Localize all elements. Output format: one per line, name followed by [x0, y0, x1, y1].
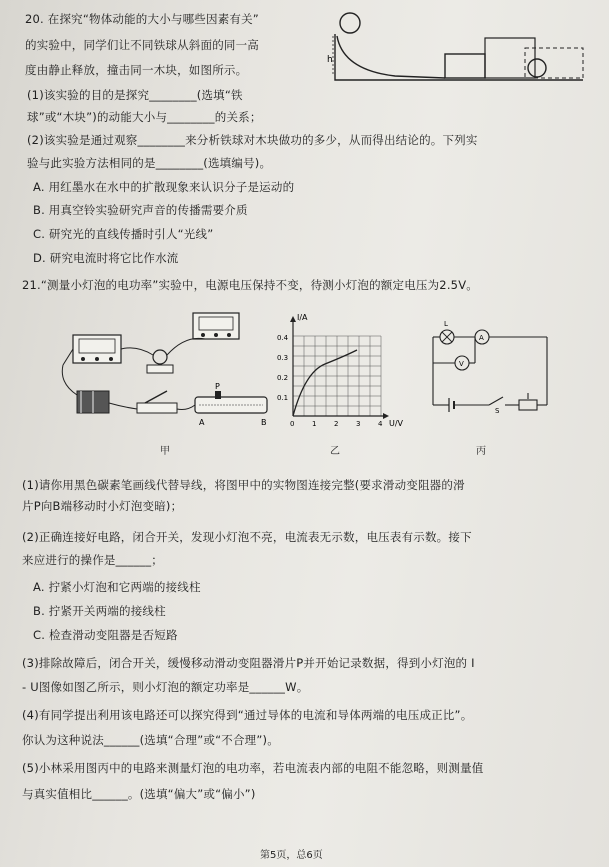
q20-line-2: 的实验中，同学们让不同铁球从斜面的同一高: [25, 38, 259, 52]
q21-option-a: A. 拧紧小灯泡和它两端的接线柱: [33, 580, 201, 594]
q21-option-c: C. 检查滑动变阻器是否短路: [33, 628, 178, 642]
q21-line-4: 来应进行的操作是______；: [22, 553, 163, 567]
q20-line-1: 20. 在探究“物体动能的大小与哪些因素有关”: [25, 12, 259, 26]
end-label-a: A: [199, 418, 205, 427]
q21-line-6: - U图像如图乙所示，则小灯泡的额定功率是______W。: [22, 680, 309, 694]
figure-jia-physical-circuit: [55, 305, 280, 435]
q21-line-2: 片P向B端移动时小灯泡变暗)；: [22, 499, 183, 513]
switch-label: S: [495, 407, 500, 415]
y-axis-label: I/A: [297, 313, 308, 322]
figure-yi-iu-graph: [275, 310, 415, 428]
q21-line-8: 你认为这种说法______(选填“合理”或“不合理”)。: [22, 733, 279, 747]
caption-yi: 乙: [330, 446, 340, 457]
x-tick-2: 2: [334, 420, 339, 428]
lamp-label: L: [444, 320, 448, 328]
q21-line-7: (4)有同学提出利用该电路还可以探究得到“通过导体的电流和导体两端的电压成正比”。: [22, 708, 473, 722]
ramp-figure: [325, 10, 590, 88]
page-footer: 第5页，总6页: [260, 850, 323, 861]
q20-line-7: 验与此实验方法相同的是________(选填编号)。: [27, 156, 272, 170]
caption-jia: 甲: [160, 446, 170, 457]
slider-label-p: P: [215, 382, 220, 391]
voltmeter-label: V: [459, 360, 464, 368]
q20-line-5: 球”或“木块”)的动能大小与________的关系；: [27, 110, 262, 124]
q21-intro: 21.“测量小灯泡的电功率”实验中，电源电压保持不变，待测小灯泡的额定电压为2.5V。: [22, 278, 478, 292]
q21-line-3: (2)正确连接好电路，闭合开关，发现小灯泡不亮，电流表无示数，电压表有示数。接下: [22, 530, 472, 544]
q21-line-5: (3)排除故障后，闭合开关，缓慢移动滑动变阻器滑片P并开始记录数据，得到小灯泡的 I: [22, 656, 475, 670]
q21-option-b: B. 拧紧开关两端的接线柱: [33, 604, 166, 618]
q21-line-1: (1)请你用黑色碳素笔画线代替导线，将图甲中的实物图连接完整(要求滑动变阻器的滑: [22, 478, 465, 492]
x-tick-4: 4: [378, 420, 383, 428]
q20-option-d: D. 研究电流时将它比作水流: [33, 251, 179, 265]
q21-line-9: (5)小林采用图丙中的电路来测量灯泡的电功率，若电流表内部的电阻不能忽略，则测量值: [22, 761, 484, 775]
ammeter-label: A: [479, 334, 484, 342]
q20-line-3: 度由静止释放，撞击同一木块，如图所示。: [25, 63, 248, 77]
end-label-b: B: [261, 418, 267, 427]
x-tick-0: 0: [290, 420, 295, 428]
y-tick-0.3: 0.3: [277, 354, 289, 362]
height-label: h: [327, 55, 333, 65]
figure-bing-circuit-diagram: [425, 315, 555, 415]
caption-bing: 丙: [476, 446, 486, 457]
q20-option-b: B. 用真空铃实验研究声音的传播需要介质: [33, 203, 248, 217]
y-tick-0.2: 0.2: [277, 374, 289, 382]
x-tick-1: 1: [312, 420, 317, 428]
q20-line-6: (2)该实验是通过观察________来分析铁球对木块做功的多少，从而得出结论的。下列实: [27, 133, 478, 147]
q20-line-4: (1)该实验的目的是探究________(选填“铁: [27, 88, 243, 102]
q20-option-c: C. 研究光的直线传播时引人“光线”: [33, 227, 214, 241]
q21-line-10: 与真实值相比______。(选填“偏大”或“偏小”): [22, 787, 256, 801]
y-tick-0.4: 0.4: [277, 334, 289, 342]
y-tick-0.1: 0.1: [277, 394, 289, 402]
graph-grid: [293, 336, 381, 416]
x-tick-3: 3: [356, 420, 361, 428]
q20-option-a: A. 用红墨水在水中的扩散现象来认识分子是运动的: [33, 180, 295, 194]
x-axis-label: U/V: [389, 419, 404, 428]
